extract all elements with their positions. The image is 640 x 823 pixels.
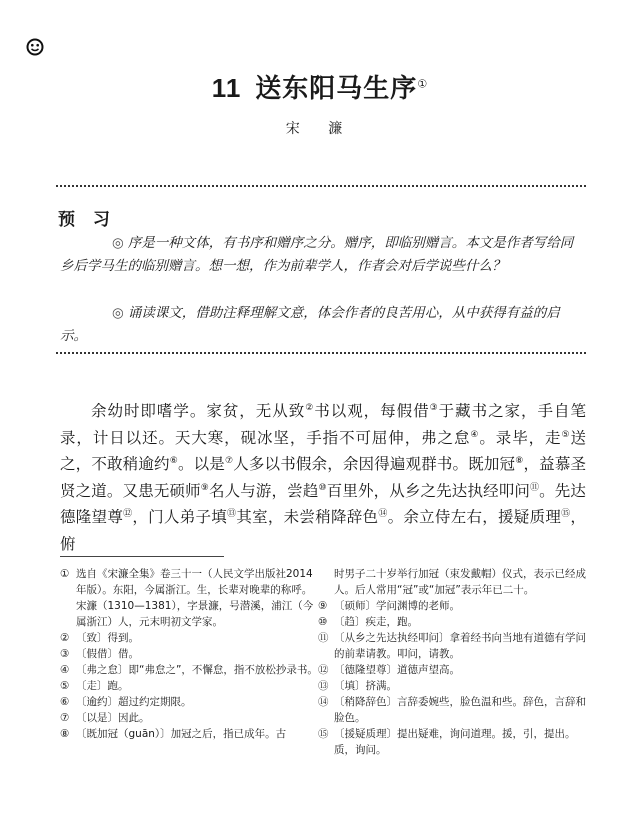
footnote-ref: ⑨ (200, 482, 209, 493)
footnote (60, 678, 318, 694)
divider-bottom (56, 352, 586, 354)
text-segment: 。余立侍左右，援疑质理 (387, 508, 562, 526)
footnote-text: 〔逾约〕超过约定期限。 (76, 696, 192, 708)
preview-item-text: 序是一种文体，有书序和赠序之分。赠序，即临别赠言。本文是作者写给同乡后学马生的临别赠言。想一想，作为前辈学人，作者会对后学说些什么？ (60, 235, 574, 274)
footnote-text: 〔稍降辞色〕言辞委婉些，脸色温和些。辞色，言辞和脸色。 (334, 696, 586, 724)
footnote (60, 694, 318, 710)
footnote-text: 〔弗之怠〕即“弗怠之”，不懈怠，指不放松抄录书。 (76, 664, 318, 676)
footnote-text: 时男子二十岁举行加冠（束发戴帽）仪式，表示已经成人。后人常用“冠”或“加冠”表示年已二十。 (334, 568, 586, 596)
footnote-ref: ⑬ (227, 508, 237, 519)
divider-top (56, 185, 586, 187)
footnote-ref: ② (305, 402, 315, 413)
preview-item-1 (60, 232, 580, 278)
footnote-mark: ⑥ (60, 696, 70, 708)
text-segment: 百里外，从乡之先达执经叩问 (326, 481, 531, 500)
footnote-ref: ④ (470, 429, 480, 440)
text-segment: ，俯 (60, 508, 586, 553)
footnote-ref: ⑦ (224, 455, 234, 466)
footnote (318, 614, 588, 630)
footnote-mark: ⑭ (318, 696, 329, 708)
footnote-ref: ⑩ (318, 482, 327, 493)
footnote (60, 646, 318, 662)
footnote-ref: ③ (429, 402, 439, 413)
footnote-mark: ⑫ (318, 664, 329, 676)
footnote-ref: ⑪ (530, 482, 540, 493)
footnote-ref: ⑧ (515, 455, 524, 466)
footnote-mark: ① (60, 568, 70, 580)
footnote-text: 〔从乡之先达执经叩问〕拿着经书向当地有道德有学问的前辈请教。叩问，请教。 (334, 632, 586, 660)
footnote (318, 598, 588, 614)
footnote-text: 〔援疑质理〕提出疑难，询问道理。援，引，提出。质，询问。 (334, 728, 576, 756)
footnote-text: 选自《宋濂全集》卷三十一（人民文学出版社2014年版）。东阳，今属浙江。生，长辈对晚辈的称呼。宋濂（1310—1381），字景濂，号潜溪，浦江（今属浙江）人，元末明初文学家。 (76, 568, 314, 628)
footnote-mark: ⑩ (318, 616, 328, 628)
text-segment: 。先达德隆望尊 (60, 481, 586, 526)
footnote-text: 〔致〕得到。 (76, 632, 139, 644)
footnote (318, 694, 588, 726)
footnote-text: 〔硕师〕学问渊博的老师。 (334, 600, 460, 612)
text-segment: 于藏书之家，手自笔录，计日以还。天大寒，砚冰坚，手指不可屈伸，弗之怠 (60, 402, 586, 447)
text-segment: 其室，未尝稍降辞色 (236, 508, 379, 526)
text-segment: 书以观，每假借 (314, 402, 430, 420)
footnote (60, 710, 318, 726)
footnote (318, 630, 588, 662)
preview-item-2 (60, 302, 580, 348)
footnote (318, 678, 588, 694)
footnote (318, 726, 588, 758)
text-segment: 余幼时即嗜学。家贫，无从致 (91, 402, 306, 420)
footnote-text: 〔填〕挤满。 (334, 680, 397, 692)
footnote-ref: ⑥ (169, 455, 178, 466)
footnote-text: 〔假借〕借。 (76, 648, 139, 660)
footnote (60, 566, 318, 630)
bullet-icon: ◎ (112, 305, 124, 321)
footnote-ref: ⑫ (123, 508, 133, 519)
title-footnote-mark: ① (417, 77, 429, 91)
text-segment: 人多以书假余，余因得遍观群书。既加冠 (233, 455, 516, 473)
footnote-text: 〔德隆望尊〕道德声望高。 (334, 664, 460, 676)
footnote-mark: ② (60, 632, 70, 644)
footnote-mark: ③ (60, 648, 70, 660)
text-segment: 名人与游，尝趋 (208, 481, 319, 500)
footnote-rule (60, 556, 224, 557)
footnote-text: 〔趋〕疾走，跑。 (334, 616, 418, 628)
footnote-mark: ⑧ (60, 728, 70, 740)
footnote-mark: ⑦ (60, 712, 70, 724)
footnote-text: 〔既加冠（guān）〕加冠之后，指已成年。古 (76, 728, 287, 740)
text-segment: 。以是 (177, 455, 225, 473)
lesson-title-text: 送东阳马生序 (255, 74, 418, 104)
main-text (60, 398, 586, 557)
footnote-mark: ⑮ (318, 728, 329, 740)
footnote (318, 566, 588, 598)
preview-item-text: 诵读课文，借助注释理解文意，体会作者的良苦用心，从中获得有益的启示。 (60, 305, 560, 344)
lesson-title (0, 68, 640, 105)
footnote-text: 〔走〕跑。 (76, 680, 129, 692)
smiley-icon (26, 38, 44, 56)
footnote (60, 630, 318, 646)
footnote-ref: ⑤ (561, 429, 571, 440)
bullet-icon: ◎ (112, 235, 124, 251)
footnote (318, 662, 588, 678)
footnote-mark: ⑤ (60, 680, 70, 692)
text-segment: 。录毕，走 (479, 428, 562, 447)
text-segment: ，门人弟子填 (132, 508, 228, 526)
footnote-text: 〔以是〕因此。 (76, 712, 150, 724)
footnote-ref: ⑮ (561, 508, 571, 519)
footnote-mark: ⑬ (318, 680, 329, 692)
footnote-mark: ⑨ (318, 600, 328, 612)
footnotes-left-column (60, 566, 318, 742)
footnote (60, 726, 318, 742)
footnote-mark: ⑪ (318, 632, 329, 644)
text-segment: ，益慕圣贤之道。又患无硕师 (60, 455, 586, 500)
preview-heading: 预 习 (58, 210, 116, 230)
footnote-mark (318, 566, 334, 598)
footnote-ref: ⑭ (378, 508, 388, 519)
text-segment: 送之，不敢稍逾约 (60, 428, 586, 473)
author: 宋 濂 (285, 121, 355, 137)
footnote-mark: ④ (60, 664, 70, 676)
lesson-number: 11 (211, 73, 242, 103)
footnote (60, 662, 318, 678)
footnotes-right-column (318, 566, 588, 758)
